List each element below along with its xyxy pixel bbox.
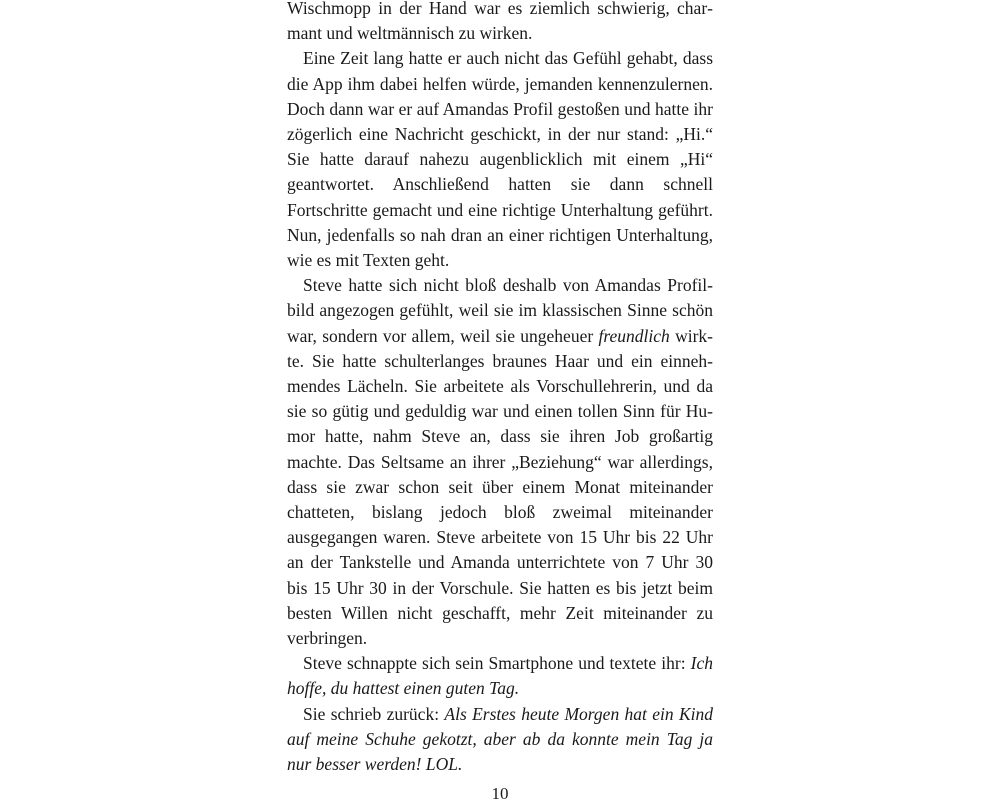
emphasized-text: freundlich (598, 325, 670, 346)
emphasized-text: Ich hoffe, du hattest einen guten Tag. (287, 653, 713, 699)
paragraph (287, 651, 713, 701)
text-run: wirkte. Sie hatte schulterlanges braunes Haar und ein einnehmendes Lächeln. Sie arbeitete als Vorschullehrerin, und da sie so gütig und geduldig war und einen tollen Sinn für Humor hatte, nahm Steve an, dass sie ihren Job großartig machte. Das Seltsame an ihrer „Beziehung“ war allerdings, dass sie zwar schon seit über einem Monat miteinander chatteten, bislang jedoch bloß zweimal miteinander ausgegangen waren. Steve arbeitete von 15 Uhr bis 22 Uhr an der Tankstelle und Amanda unterrichtete von 7 Uhr 30 bis 15 Uhr 30 in der Vorschule. Sie hatten es bis jetzt beim besten Willen nicht geschafft, mehr Zeit miteinander zu verbringen. (287, 325, 713, 649)
paragraph (287, 46, 713, 273)
paragraph (287, 0, 713, 46)
paragraph (287, 273, 713, 651)
page-number: 10 (491, 784, 509, 803)
emphasized-text: Als Erstes heute Morgen hat ein Kind auf meine Schuhe gekotzt, aber ab da konnte mein Tag ja nur besser werden! LOL. (287, 703, 713, 775)
page-body-text (287, 0, 713, 777)
text-run: Wischmopp in der Hand war es ziemlich schwierig, charmant und weltmännisch zu wirken. (287, 0, 713, 44)
text-run: Steve schnappte sich sein Smartphone und textete ihr: (303, 653, 691, 674)
paragraph (287, 702, 713, 778)
text-run: Eine Zeit lang hatte er auch nicht das Gefühl gehabt, dass die App ihm dabei helfen würde, jemanden kennenzulernen. Doch dann war er auf Amandas Profil gestoßen und hatte ihr zögerlich eine Nachricht geschickt, in der nur stand: „Hi.“ Sie hatte darauf nahezu augenblicklich mit einem „Hi“ geantwortet. Anschließend hatten sie dann schnell Fortschritte gemacht und eine richtige Unterhaltung geführt. Nun, jedenfalls so nah dran an einer richtigen Unterhaltung, wie es mit Texten geht. (287, 48, 713, 271)
text-run: Sie schrieb zurück: (303, 703, 445, 724)
text-run: Steve hatte sich nicht bloß deshalb von Amandas Profilbild angezogen gefühlt, weil sie im klassischen Sinne schön war, sondern vor allem, weil sie ungeheuer (287, 275, 713, 346)
